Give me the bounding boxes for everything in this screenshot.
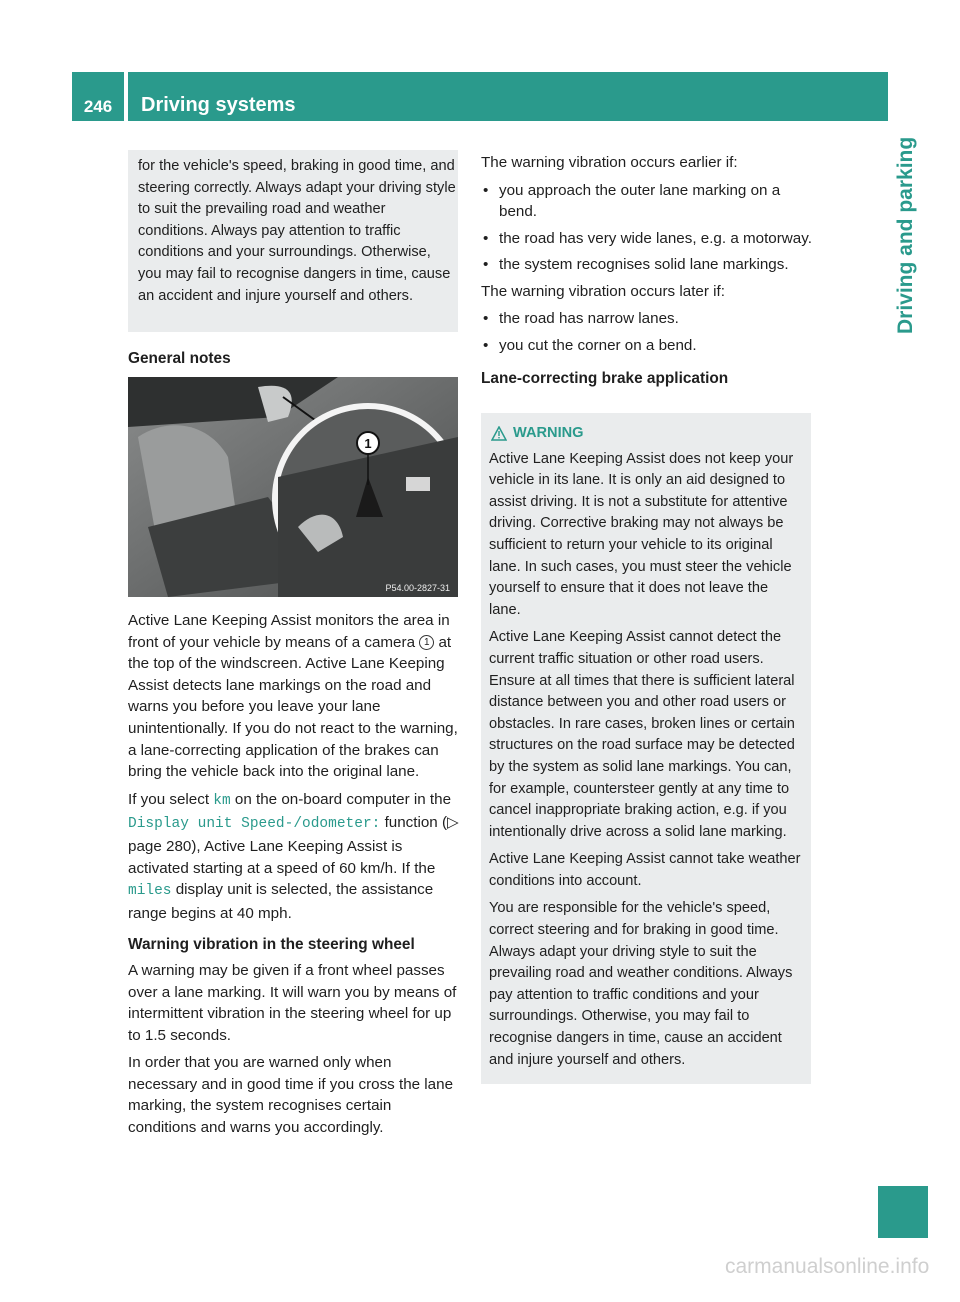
warning-paragraph-2: Active Lane Keeping Assist cannot detect the current traffic situation or other road users. Ensure at all times that there is sufficient lateral distance between you and other road users or obstacles. In rare cases, broken lines or certain structures on the road surface may be detected by the system as solid lane markings. You can, for example, countersteer gently at any time to cancel inappropriate braking action, e.g. if you intentionally drive across a solid lane marking. [489, 629, 795, 840]
warning-title: WARNING [489, 423, 803, 445]
warning-triangle-icon [491, 426, 507, 441]
car-interior-image [128, 377, 458, 597]
left-column [128, 348, 461, 380]
left-column-body [128, 610, 461, 1145]
list-item: • you cut the corner on a bend. [481, 335, 814, 357]
page-reference-arrow-icon: ▷ [447, 814, 459, 832]
list-item: • the road has very wide lanes, e.g. a motorway. [481, 228, 814, 250]
section-title: Driving systems [128, 72, 888, 121]
display-unit-term: Display unit Speed-/odometer: [128, 816, 381, 833]
warning-paragraph-4: You are responsible for the vehicle's speed, correct steering and for braking in good time. Always adapt your driving style to suit the prevailing road and weather conditions. Always pay attention to traffic conditions and your surroundings. Otherwise, you may fail to recognise dangers in time, cause an accident and injure yourself and others. [489, 900, 793, 1068]
general-notes-paragraph-1: Active Lane Keeping Assist monitors the area in front of your vehicle by means of a camera 1 at the top of the windscreen. Active Lane Keeping Assist detects lane markings on the road and warns you before you leave your lane unintentionally. If you do not react to the warning, a lane-correcting application of the brakes can bring the vehicle back into the original lane. [128, 612, 458, 781]
warning-box [481, 413, 811, 1084]
footer-watermark: carmanualsonline.info [725, 1255, 930, 1278]
callout-number: 1 [364, 436, 372, 451]
side-tab [888, 72, 928, 1238]
side-tab-block [878, 1186, 928, 1238]
image-reference-label: P54.00-2827-31 [385, 583, 450, 593]
warning-vibration-paragraph-2: In order that you are warned only when necessary and in good time if you cross the lane marking, the system recognises certain conditions and warns you accordingly. [128, 1054, 454, 1137]
callout-1-icon: 1 [419, 635, 434, 650]
page-number: 246 [72, 72, 124, 121]
heading-general-notes: General notes [128, 350, 231, 367]
warning-paragraph-1: Active Lane Keeping Assist does not keep your vehicle in its lane. It is only an aid designed to assist driving. It is not a substitute for attentive driving. Corrective braking may not always be sufficient to return your vehicle to its original lane. In such cases, you must steer the vehicle yourself to ensure that it does not leave the lane. [489, 450, 794, 618]
earlier-intro: The warning vibration occurs earlier if: [481, 154, 738, 171]
camera-illustration [128, 377, 458, 597]
side-tab-label: Driving and parking [894, 136, 917, 334]
later-intro: The warning vibration occurs later if: [481, 282, 725, 300]
heading-warning-vibration: Warning vibration in the steering wheel [128, 936, 415, 954]
heading-lane-correcting: Lane-correcting brake application [481, 370, 729, 387]
list-item: • you approach the outer lane marking on a bend. [481, 180, 814, 223]
note-text: for the vehicle's speed, braking in good time, and steering correctly. Always adapt your driving style to suit the prevailing road and weather conditions. Always pay attention to traffic conditions and your surroundings. Otherwise, you may fail to recognise dangers in time, cause an accident and injure yourself and others. [138, 158, 456, 304]
list-item: • the system recognises solid lane markings. [481, 254, 814, 276]
warning-vibration-paragraph-1: A warning may be given if a front wheel passes over a lane marking. It will warn you by means of intermittent vibration in the steering wheel for up to 1.5 seconds. [128, 961, 457, 1044]
km-display-term: km [213, 792, 231, 809]
miles-display-term: miles [128, 883, 172, 900]
general-notes-paragraph-2: If you select km on the on-board computer in the Display unit Speed-/odometer: function (▷ page 280), Active Lane Keeping Assist is activated starting at a speed of 60 km/h. If the miles display unit is selected, the assistance range begins at 40 mph. [128, 790, 459, 922]
warning-paragraph-3: Active Lane Keeping Assist cannot take weather conditions into account. [489, 851, 801, 889]
right-column [481, 152, 814, 400]
list-item: • the road has narrow lanes. [481, 308, 814, 330]
note-continuation-box [128, 150, 458, 332]
